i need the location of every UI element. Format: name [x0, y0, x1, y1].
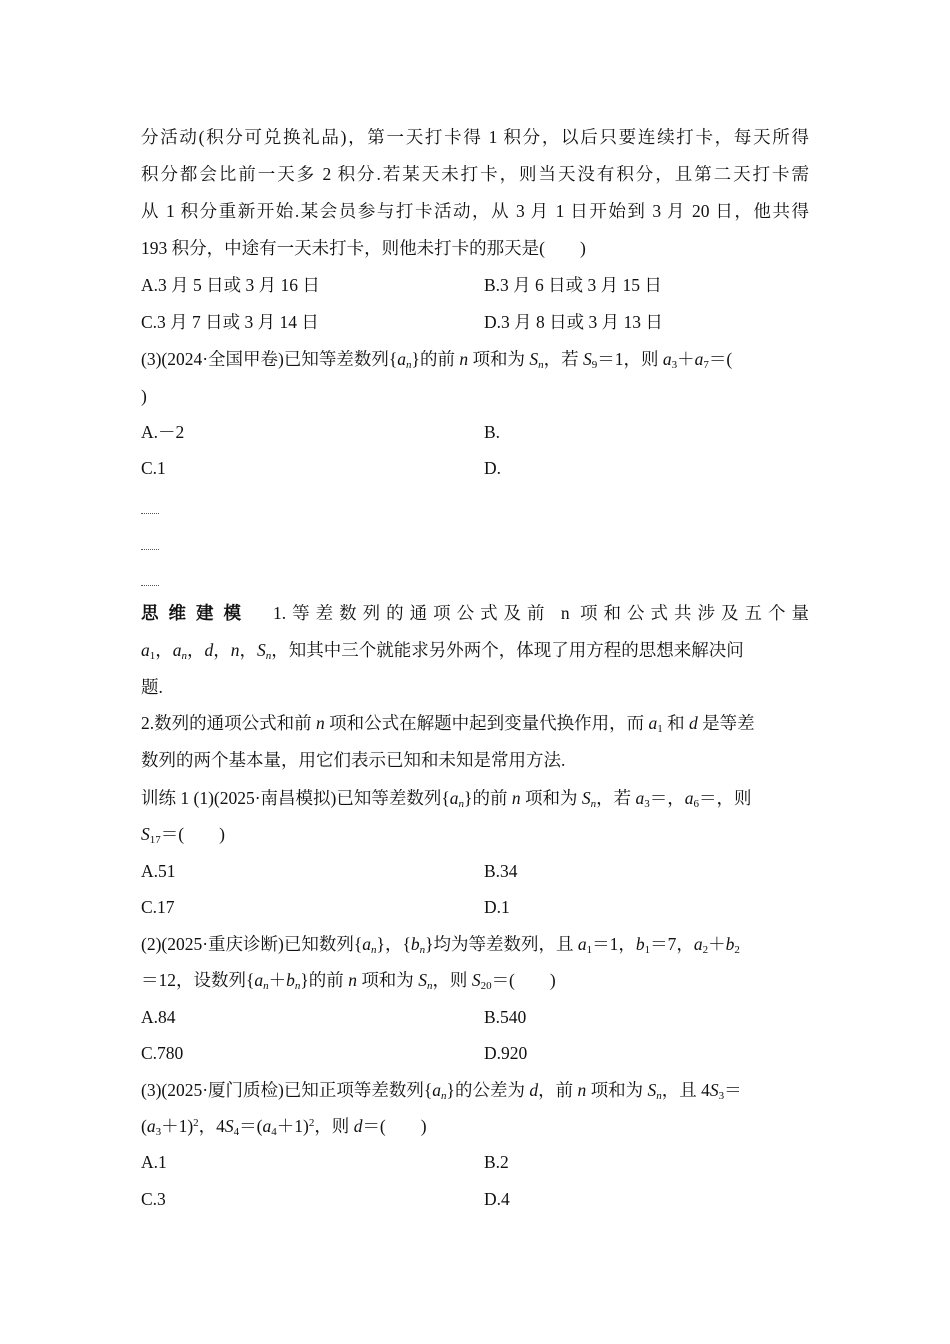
model-line-2: $a_1$，$a_n$，d，n，$S_n$，知其中三个就能求另外两个，体现了用方程的思想来解决问	[141, 640, 744, 662]
train-q1-option-b: B.34	[484, 861, 518, 881]
problem3-stem: (3)(2024·全国甲卷)已知等差数列$\{a_n\}$的前 n 项和为 $S_n$，若 $S_9=1$，则 $a_3+a_7=$(	[141, 349, 733, 371]
problem3-stem-close: )	[141, 386, 147, 406]
problem2-option-d: D.3 月 8 日或 3 月 13 日	[484, 312, 663, 332]
answer-blank-2	[141, 548, 159, 550]
problem2-line-3: 从 1 积分重新开始.某会员参与打卡活动，从 3 月 1 日开始到 3 月 20 日，他共得	[141, 201, 809, 221]
problem2-option-a: A.3 月 5 日或 3 月 16 日	[141, 275, 320, 295]
train-q1-option-d: D.1	[484, 897, 510, 917]
train-q2-option-d: D.920	[484, 1043, 528, 1063]
train-q3-option-b: B.2	[484, 1152, 509, 1172]
problem2-option-c: C.3 月 7 日或 3 月 14 日	[141, 312, 319, 332]
train-q1-stem: 训练 1 (1)(2025·南昌模拟)已知等差数列$\{a_n\}$的前 n 项和为 $S_n$，若 $a_3=$，$a_6=$，则	[141, 788, 752, 810]
problem2-line-2: 积分都会比前一天多 2 积分.若某天未打卡，则当天没有积分，且第二天打卡需	[141, 164, 809, 184]
problem3-option-c: C.1	[141, 458, 166, 478]
train-q1-option-a: A.51	[141, 861, 176, 881]
answer-blank-3	[141, 584, 159, 586]
train-q2-stem-2: ＝12，设数列$\{a_n+b_n\}$的前 n 项和为 $S_n$，则 $S_{20}=$( )	[141, 970, 556, 992]
model-line-3: 题.	[141, 677, 163, 697]
train-q3-stem-2: $(a_3+1)^2$，$4S_4=(a_4+1)^2$，则 d＝( )	[141, 1116, 427, 1138]
train-q2-option-c: C.780	[141, 1043, 184, 1063]
model-point-2-line-2: 数列的两个基本量，用它们表示已知和未知是常用方法.	[141, 750, 566, 770]
train-q3-option-c: C.3	[141, 1189, 166, 1209]
problem2-line-1: 分活动(积分可兑换礼品)，第一天打卡得 1 积分，以后只要连续打卡，每天所得	[141, 127, 809, 147]
problem3-option-b: B.	[484, 422, 501, 442]
problem2-option-b: B.3 月 6 日或 3 月 15 日	[484, 275, 662, 295]
train-q1-stem-2: $S_{17}=$( )	[141, 824, 225, 846]
model-heading: 思维建模	[141, 604, 251, 624]
train-q3-option-d: D.4	[484, 1189, 510, 1209]
problem2-line-4: 193 积分，中途有一天未打卡，则他未打卡的那天是( )	[141, 238, 586, 258]
model-point-2-line-1: 2.数列的通项公式和前 n 项和公式在解题中起到变量代换作用，而 $a_1$ 和 d 是等差	[141, 713, 755, 735]
train-q1-option-c: C.17	[141, 897, 175, 917]
train-q3-option-a: A.1	[141, 1152, 167, 1172]
train-q2-option-a: A.84	[141, 1007, 176, 1027]
answer-blank-1	[141, 512, 159, 514]
problem3-option-a: A.－2	[141, 422, 185, 442]
train-q2-stem: (2)(2025·重庆诊断)已知数列$\{a_n\}$，$\{b_n\}$均为等差数列，且 $a_1=1$，$b_1=7$，$a_2+b_2$	[141, 934, 740, 956]
problem3-option-d: D.	[484, 458, 502, 478]
train-q3-stem: (3)(2025·厦门质检)已知正项等差数列$\{a_n\}$的公差为 d，前 n 项和为 $S_n$，且 $4S_3=$	[141, 1080, 742, 1102]
train-q2-option-b: B.540	[484, 1007, 527, 1027]
model-line-1: 思维建模 1.等差数列的通项公式及前 n 项和公式共涉及五个量	[141, 603, 810, 624]
